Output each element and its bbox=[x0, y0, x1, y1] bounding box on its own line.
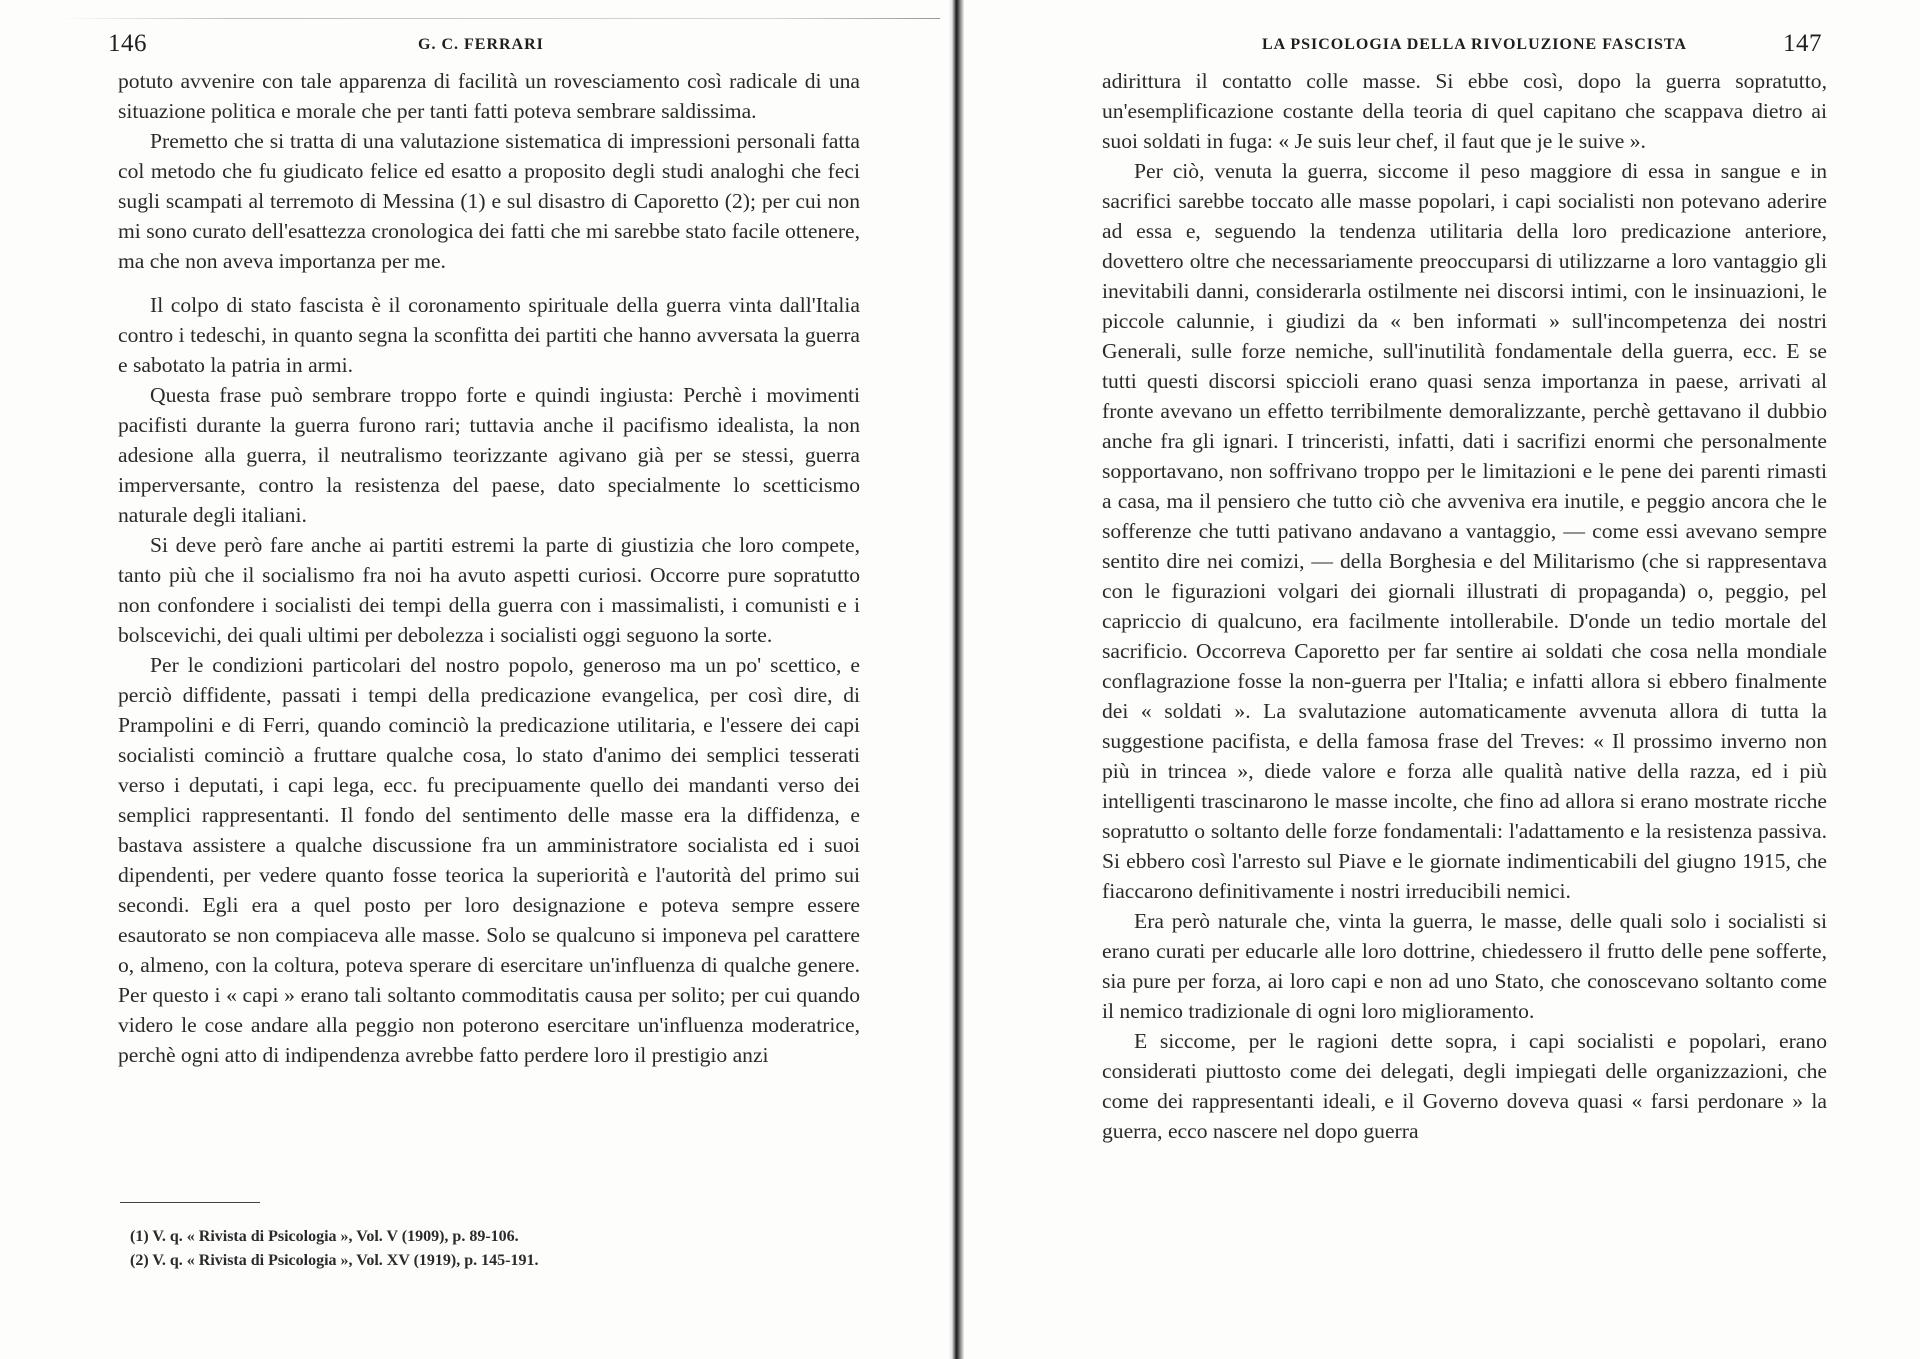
paragraph: Questa frase può sembrare troppo forte e quindi ingiusta: Perchè i movimenti pacifisti durante la guerra furono rari; tuttavia anche il pacifismo idealista, la non adesione alla guerra, il neutralismo teorizzante agivano già per se stessi, guerra imperversante, contro la resistenza del paese, dato specialmente lo scetticismo naturale degli italiani. bbox=[118, 383, 860, 527]
right-page bbox=[962, 0, 1920, 1359]
left-page bbox=[0, 0, 955, 1359]
right-page-number: 147 bbox=[1783, 30, 1822, 57]
footnote: (2) V. q. « Rivista di Psicologia », Vol. XV (1919), p. 145-191. bbox=[130, 1252, 539, 1269]
paragraph: Era però naturale che, vinta la guerra, le masse, delle quali solo i socialisti si erano curati per educarle alle loro dottrine, chiedessero il frutto delle pene sofferte, sia pure per forza, ai loro capi e non ad uno Stato, che conoscevano soltanto come il nemico tradizionale di ogni loro miglioramento. bbox=[1102, 909, 1827, 1023]
left-body-text bbox=[118, 66, 860, 1070]
footnotes bbox=[130, 1202, 850, 1273]
paragraph: Per ciò, venuta la guerra, siccome il peso maggiore di essa in sangue e in sacrifici sarebbe toccato alle masse popolari, i capi socialisti non potevano aderire ad essa e, seguendo la tendenza utilitaria della loro predicazione anteriore, dovettero oltre che necessariamente preoccuparsi di utilizzarne a loro vantaggio gli inevitabili danni, considerarla ostilmente nei discorsi intimi, con le insinuazioni, le piccole calunnie, i giudizi da « ben informati » sull'incompetenza dei nostri Generali, sulle forze nemiche, sull'inutilità fondamentale della guerra, ecc. E se tutti questi discorsi spiccioli erano quasi senza importanza in paese, arrivati al fronte avevano un effetto terribilmente demoralizzante, perchè gettavano il dubbio anche fra gli ignari. I trinceristi, infatti, dati i sacrifizi enormi che personalmente sopportavano, non soffrivano troppo per le limitazioni e le pene dei parenti rimasti a casa, ma il pensiero che tutto ciò che avveniva era inutile, e peggio ancora che le sofferenze che tutti pativano andavano a vantaggio, — come essi avevano sempre sentito dire nei comizi, — della Borghesia e del Militarismo (che si rappresentava con le figurazioni volgari dei giornali illustrati di propaganda) o, peggio, pel capriccio di qualcuno, era facilmente intollerabile. D'onde un tedio mortale del sacrificio. Occorreva Caporetto per far sentire ai soldati che cosa nella mondiale conflagrazione fosse la non-guerra per l'Italia; e infatti allora si ebbero finalmente dei « soldati ». La svalutazione automaticamente avvenuta allora di tutta la suggestione pacifista, e della famosa frase del Treves: « Il prossimo inverno non più in trincea », diede valore e forza alle qualità native della razza, ed i più intelligenti trascinarono le masse incolte, che fino ad allora si erano mostrate ricche sopratutto o soltanto delle forze fondamentali: l'adattamento e la resistenza passiva. Si ebbero così l'arresto sul Piave e le giornate indimenticabili del giugno 1915, che fiaccarono definitivamente i nostri irreducibili nemici. bbox=[1102, 159, 1827, 903]
paragraph: adirittura il contatto colle masse. Si ebbe così, dopo la guerra sopratutto, un'esemplificazione costante della teoria di quel capitano che scappava dietro ai suoi soldati in fuga: « Je suis leur chef, il faut que je le suive ». bbox=[1102, 69, 1827, 153]
left-page-number: 146 bbox=[108, 30, 147, 57]
paragraph: Il colpo di stato fascista è il coronamento spirituale della guerra vinta dall'Italia contro i tedeschi, in quanto segna la sconfitta dei partiti che hanno avversata la guerra e sabotato la patria in armi. bbox=[118, 293, 860, 377]
right-running-title: LA PSICOLOGIA DELLA RIVOLUZIONE FASCISTA bbox=[1262, 36, 1687, 53]
paragraph: Premetto che si tratta di una valutazione sistematica di impressioni personali fatta col metodo che fu giudicato felice ed esatto a proposito degli studi analoghi che feci sugli scampati al terremoto di Messina (1) e sul disastro di Caporetto (2); per cui non mi sono curato dell'esattezza cronologica dei fatti che mi sarebbe stato facile ottenere, ma che non aveva importanza per me. bbox=[118, 129, 860, 273]
paragraph: Si deve però fare anche ai partiti estremi la parte di giustizia che loro compete, tanto più che il socialismo fra noi ha avuto aspetti curiosi. Occorre pure sopratutto non confondere i socialisti dei tempi della guerra con i massimalisti, i comunisti e i bolscevichi, dei quali ultimi per debolezza i socialisti oggi seguono la sorte. bbox=[118, 533, 860, 647]
paragraph: potuto avvenire con tale apparenza di facilità un rovesciamento così radicale di una situazione politica e morale che per tanti fatti poteva sembrare saldissima. bbox=[118, 69, 860, 123]
right-body-text bbox=[1102, 66, 1827, 1146]
footnote: (1) V. q. « Rivista di Psicologia », Vol. V (1909), p. 89-106. bbox=[130, 1228, 519, 1245]
paragraph: E siccome, per le ragioni dette sopra, i capi socialisti e popolari, erano considerati piuttosto come dei delegati, degli impiegati delle organizzazioni, che come dei rappresentanti ideali, e il Governo doveva quasi « farsi perdonare » la guerra, ecco nascere nel dopo guerra bbox=[1102, 1029, 1827, 1143]
left-running-head bbox=[108, 30, 898, 60]
right-running-head bbox=[1262, 30, 1822, 60]
paragraph: Per le condizioni particolari del nostro popolo, generoso ma un po' scettico, e perciò diffidente, passati i tempi della predicazione evangelica, per così dire, di Prampolini e di Ferri, quando cominciò la predicazione utilitaria, e l'essere dei capi socialisti cominciò a fruttare qualche cosa, lo stato d'animo dei semplici tesserati verso i deputati, i capi lega, ecc. fu precipuamente quello dei mandanti verso dei semplici rappresentanti. Il fondo del sentimento delle masse era la diffidenza, e bastava assistere a qualche discussione fra un amministratore socialista ed i suoi dipendenti, per vedere quanto fosse teorica la superiorità e l'autorità del primo sui secondi. Egli era a quel posto per loro designazione e poteva sempre essere esautorato se non compiaceva alle masse. Solo se qualcuno si imponeva pel carattere o, almeno, con la coltura, poteva sperare di esercitare un'influenza di qualche genere. Per questo i « capi » erano tali soltanto commoditatis causa per solito; per cui quando videro le cose andare alla peggio non poterono esercitare un'influenza moderatrice, perchè ogni atto di indipendenza avrebbe fatto perdere loro il prestigio anzi bbox=[118, 653, 860, 1067]
footnote-rule bbox=[120, 1202, 260, 1203]
left-running-title: G. C. FERRARI bbox=[418, 36, 544, 53]
